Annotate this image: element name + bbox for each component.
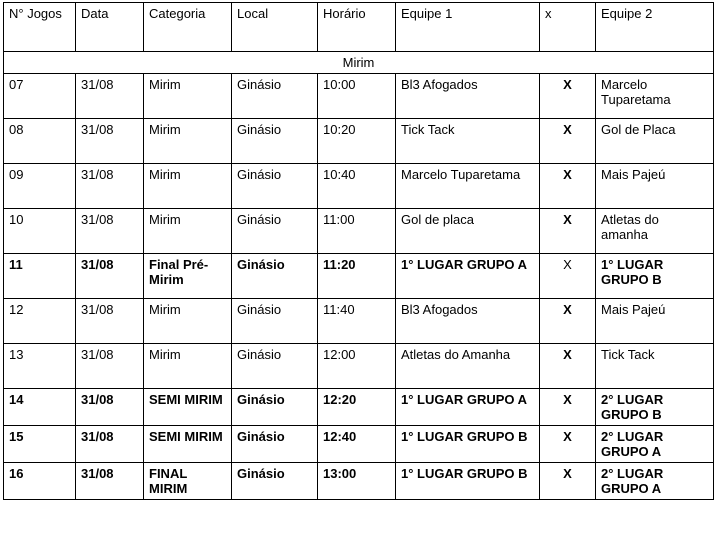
- game-date: 31/08: [76, 463, 144, 500]
- game-time: 10:20: [318, 119, 396, 164]
- team-1: 1° LUGAR GRUPO A: [396, 389, 540, 426]
- game-date: 31/08: [76, 119, 144, 164]
- versus-marker: X: [540, 254, 596, 299]
- versus-marker: X: [540, 426, 596, 463]
- document-sheet: [0, 2, 716, 544]
- table-row: [4, 164, 714, 209]
- game-time: 10:40: [318, 164, 396, 209]
- column-header: N° Jogos: [4, 3, 76, 52]
- game-date: 31/08: [76, 254, 144, 299]
- table-header-row: [4, 3, 714, 52]
- game-number: 10: [4, 209, 76, 254]
- game-category: Mirim: [144, 119, 232, 164]
- game-venue: Ginásio: [232, 119, 318, 164]
- versus-marker: X: [540, 389, 596, 426]
- game-date: 31/08: [76, 209, 144, 254]
- game-category: Mirim: [144, 209, 232, 254]
- game-time: 12:20: [318, 389, 396, 426]
- team-1: Gol de placa: [396, 209, 540, 254]
- game-time: 12:00: [318, 344, 396, 389]
- table-row: [4, 299, 714, 344]
- team-1: Bl3 Afogados: [396, 74, 540, 119]
- table-row: [4, 209, 714, 254]
- table-row: [4, 344, 714, 389]
- game-number: 15: [4, 426, 76, 463]
- game-date: 31/08: [76, 164, 144, 209]
- versus-marker: X: [540, 463, 596, 500]
- versus-marker: X: [540, 74, 596, 119]
- game-venue: Ginásio: [232, 209, 318, 254]
- team-1: Tick Tack: [396, 119, 540, 164]
- game-venue: Ginásio: [232, 344, 318, 389]
- table-row: [4, 254, 714, 299]
- table-row: [4, 463, 714, 500]
- column-header: Equipe 1: [396, 3, 540, 52]
- game-venue: Ginásio: [232, 463, 318, 500]
- table-row: [4, 389, 714, 426]
- team-2: 1° LUGAR GRUPO B: [596, 254, 714, 299]
- table-row: [4, 426, 714, 463]
- game-number: 07: [4, 74, 76, 119]
- schedule-table: [3, 2, 714, 500]
- column-header: x: [540, 3, 596, 52]
- game-number: 13: [4, 344, 76, 389]
- team-2: Gol de Placa: [596, 119, 714, 164]
- column-header: Horário: [318, 3, 396, 52]
- section-title: Mirim: [4, 52, 714, 74]
- game-category: SEMI MIRIM: [144, 426, 232, 463]
- game-venue: Ginásio: [232, 389, 318, 426]
- game-category: SEMI MIRIM: [144, 389, 232, 426]
- game-date: 31/08: [76, 426, 144, 463]
- game-venue: Ginásio: [232, 299, 318, 344]
- column-header: Local: [232, 3, 318, 52]
- game-number: 16: [4, 463, 76, 500]
- game-date: 31/08: [76, 74, 144, 119]
- game-time: 11:00: [318, 209, 396, 254]
- versus-marker: X: [540, 164, 596, 209]
- team-2: 2° LUGAR GRUPO B: [596, 389, 714, 426]
- team-1: 1° LUGAR GRUPO B: [396, 463, 540, 500]
- game-time: 12:40: [318, 426, 396, 463]
- game-category: Mirim: [144, 344, 232, 389]
- team-2: Atletas do amanha: [596, 209, 714, 254]
- team-2: Marcelo Tuparetama: [596, 74, 714, 119]
- game-category: Mirim: [144, 299, 232, 344]
- game-venue: Ginásio: [232, 426, 318, 463]
- game-time: 11:20: [318, 254, 396, 299]
- game-venue: Ginásio: [232, 164, 318, 209]
- game-category: Mirim: [144, 74, 232, 119]
- game-date: 31/08: [76, 344, 144, 389]
- team-1: Bl3 Afogados: [396, 299, 540, 344]
- team-2: 2° LUGAR GRUPO A: [596, 463, 714, 500]
- team-1: 1° LUGAR GRUPO A: [396, 254, 540, 299]
- team-1: Marcelo Tuparetama: [396, 164, 540, 209]
- game-date: 31/08: [76, 389, 144, 426]
- game-number: 11: [4, 254, 76, 299]
- team-1: 1° LUGAR GRUPO B: [396, 426, 540, 463]
- game-time: 11:40: [318, 299, 396, 344]
- section-title-row: [4, 52, 714, 74]
- team-2: Tick Tack: [596, 344, 714, 389]
- game-category: FINAL MIRIM: [144, 463, 232, 500]
- team-2: Mais Pajeú: [596, 299, 714, 344]
- versus-marker: X: [540, 344, 596, 389]
- team-2: Mais Pajeú: [596, 164, 714, 209]
- versus-marker: X: [540, 299, 596, 344]
- game-venue: Ginásio: [232, 254, 318, 299]
- game-category: Final Pré-Mirim: [144, 254, 232, 299]
- versus-marker: X: [540, 119, 596, 164]
- game-number: 09: [4, 164, 76, 209]
- game-time: 13:00: [318, 463, 396, 500]
- table-row: [4, 119, 714, 164]
- column-header: Categoria: [144, 3, 232, 52]
- game-venue: Ginásio: [232, 74, 318, 119]
- team-1: Atletas do Amanha: [396, 344, 540, 389]
- team-2: 2° LUGAR GRUPO A: [596, 426, 714, 463]
- game-category: Mirim: [144, 164, 232, 209]
- game-date: 31/08: [76, 299, 144, 344]
- game-number: 14: [4, 389, 76, 426]
- versus-marker: X: [540, 209, 596, 254]
- game-time: 10:00: [318, 74, 396, 119]
- game-number: 08: [4, 119, 76, 164]
- column-header: Data: [76, 3, 144, 52]
- column-header: Equipe 2: [596, 3, 714, 52]
- table-row: [4, 74, 714, 119]
- game-number: 12: [4, 299, 76, 344]
